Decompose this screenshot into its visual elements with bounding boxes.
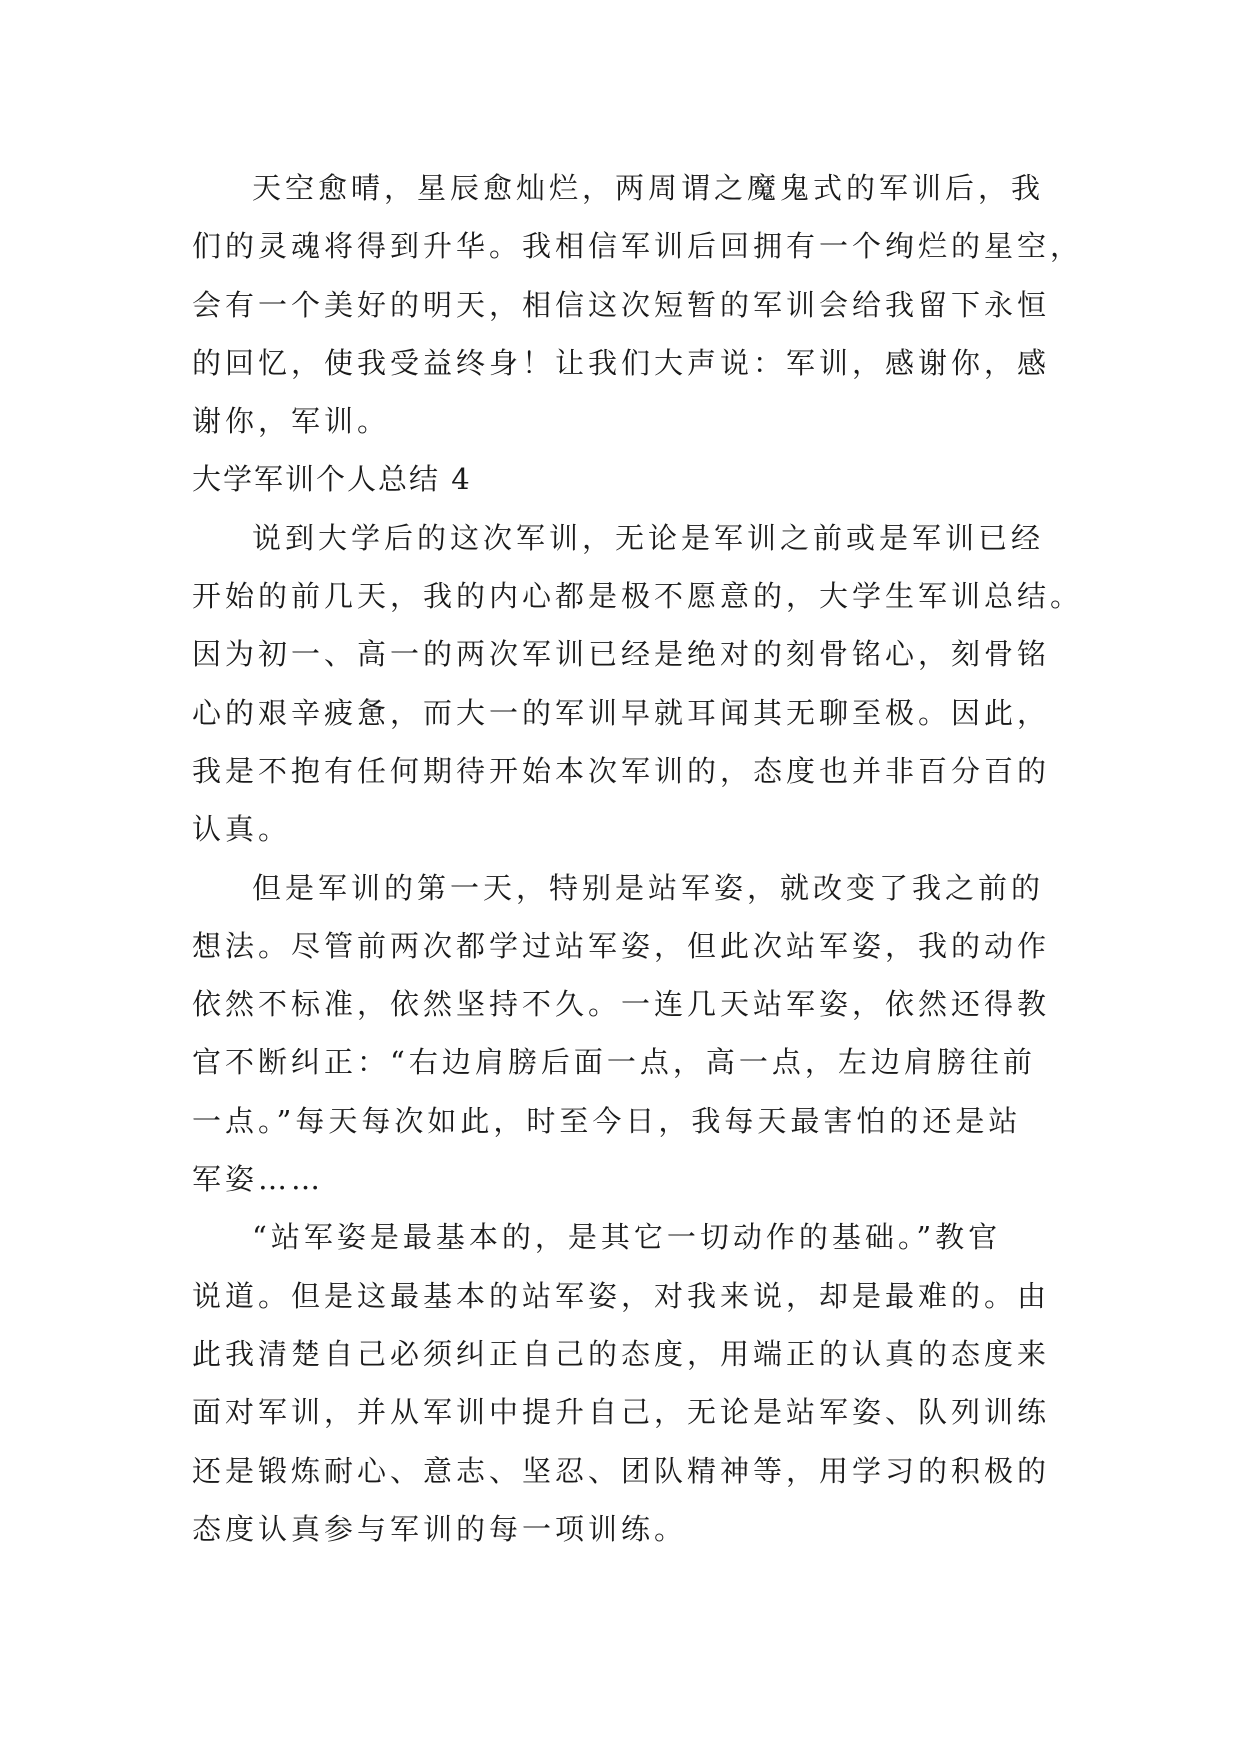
text-line: 但是军训的第一天，特别是站军姿，就改变了我之前的 bbox=[252, 870, 1045, 905]
paragraph bbox=[192, 1208, 1241, 1558]
text-line: 因为初一、高一的两次军训已经是绝对的刻骨铭心，刻骨铭 bbox=[192, 637, 1051, 672]
text-line: 说道。但是这最基本的站军姿，对我来说，却是最难的。由 bbox=[192, 1278, 1051, 1313]
text-line: 还是锻炼耐心、意志、坚忍、团队精神等，用学习的积极的 bbox=[192, 1453, 1051, 1488]
paragraph bbox=[192, 159, 1241, 450]
text-line: 们的灵魂将得到升华。我相信军训后回拥有一个绚烂的星空， bbox=[192, 229, 1084, 264]
text-line: 会有一个美好的明天，相信这次短暂的军训会给我留下永恒 bbox=[192, 287, 1051, 322]
text-line: 我是不抱有任何期待开始本次军训的，态度也并非百分百的 bbox=[192, 753, 1051, 788]
paragraph bbox=[192, 509, 1241, 859]
text-line: 认真。 bbox=[192, 812, 292, 847]
text-line: 谢你，军训。 bbox=[192, 404, 391, 439]
text-line: 开始的前几天，我的内心都是极不愿意的，大学生军训总结。 bbox=[192, 579, 1084, 614]
text-line: 军姿…… bbox=[192, 1162, 325, 1197]
text-line: “站军姿是最基本的，是其它一切动作的基础。”教官 bbox=[252, 1220, 1002, 1255]
paragraph bbox=[192, 859, 1241, 1209]
text-line: 此我清楚自己必须纠正自己的态度，用端正的认真的态度来 bbox=[192, 1336, 1051, 1371]
text-line: 态度认真参与军训的每一项训练。 bbox=[192, 1511, 688, 1546]
section-heading: 大学军训个人总结 4 bbox=[192, 462, 472, 497]
text-line: 天空愈晴，星辰愈灿烂，两周谓之魔鬼式的军训后，我 bbox=[252, 171, 1045, 205]
text-line: 依然不标准，依然坚持不久。一连几天站军姿，依然还得教 bbox=[192, 987, 1051, 1022]
text-line: 一点。”每天每次如此，时至今日，我每天最害怕的还是站 bbox=[192, 1103, 1022, 1138]
text-line: 心的艰辛疲惫，而大一的军训早就耳闻其无聊至极。因此， bbox=[192, 695, 1051, 730]
text-line: 官不断纠正：“右边肩膀后面一点，高一点，左边肩膀往前 bbox=[192, 1045, 1036, 1080]
text-line: 的回忆，使我受益终身！让我们大声说：军训，感谢你，感 bbox=[192, 345, 1051, 380]
text-line: 说到大学后的这次军训，无论是军训之前或是军训已经 bbox=[252, 520, 1045, 555]
text-line: 面对军训，并从军训中提升自己，无论是站军姿、队列训练 bbox=[192, 1395, 1051, 1430]
text-line: 想法。尽管前两次都学过站军姿，但此次站军姿，我的动作 bbox=[192, 928, 1051, 963]
